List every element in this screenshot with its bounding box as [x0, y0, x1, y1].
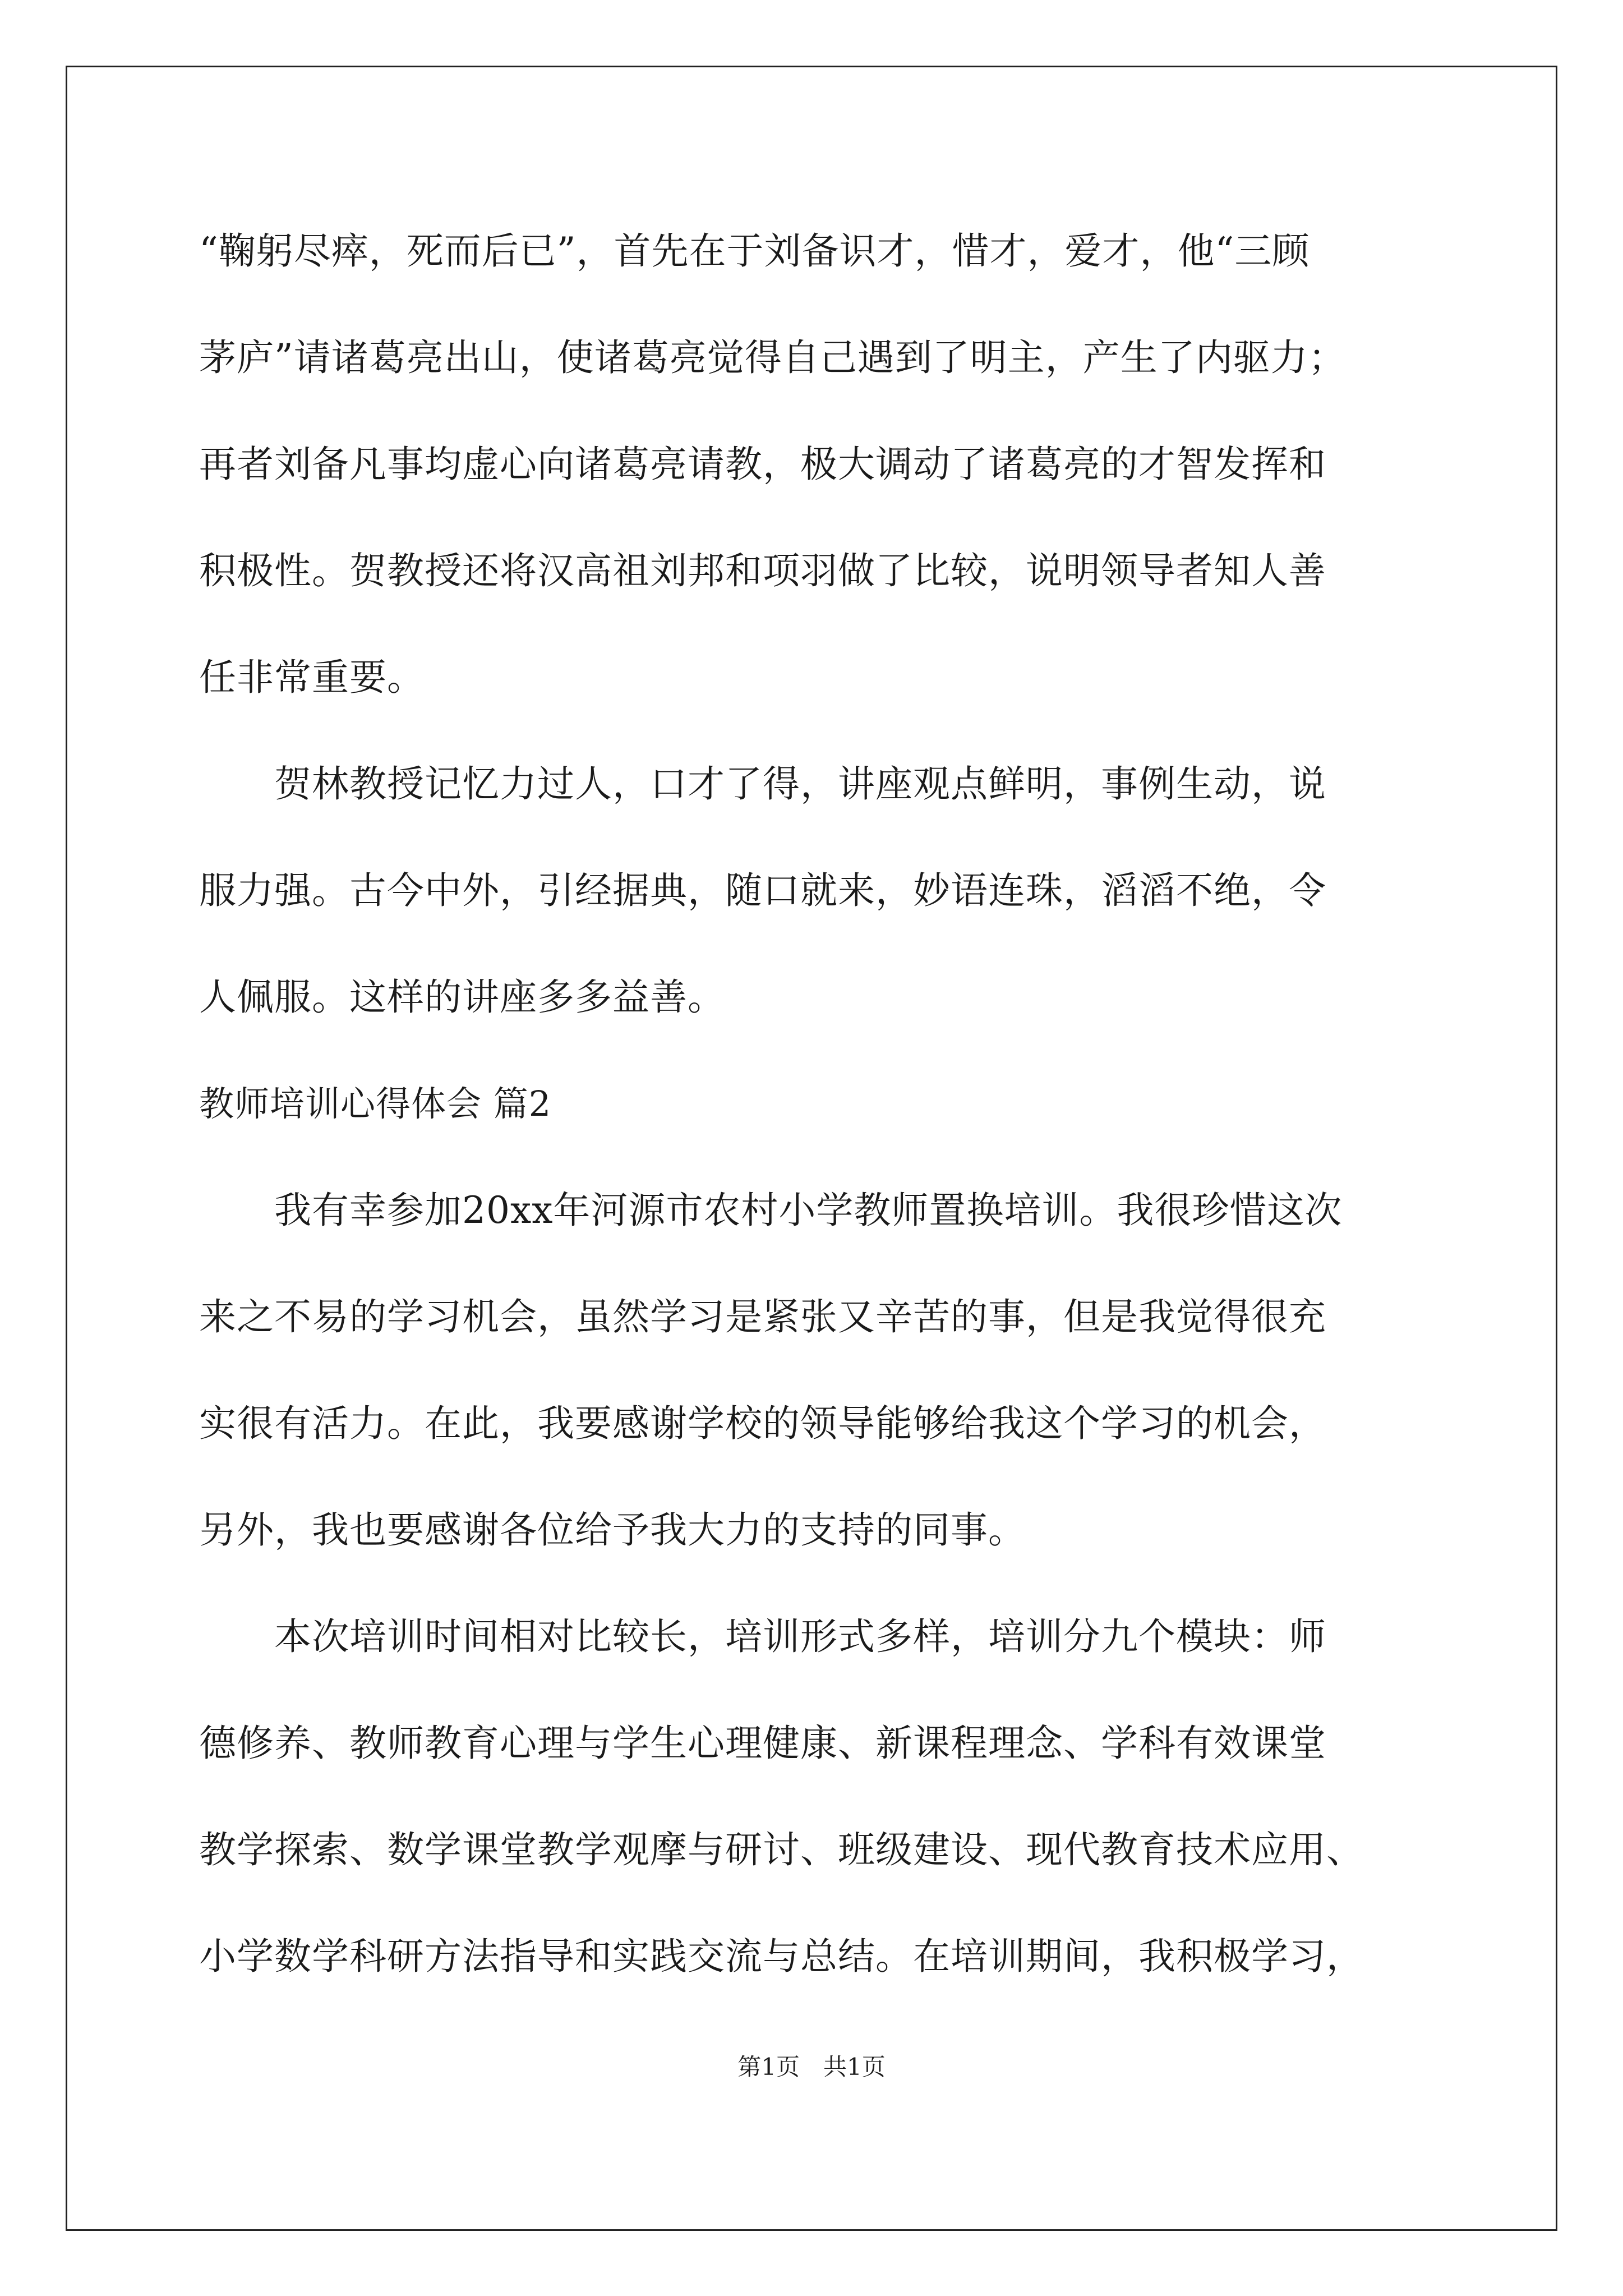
document-body [199, 218, 1433, 2030]
text-line: 人佩服。这样的讲座多多益善。 [199, 976, 725, 1019]
page-footer: 第1页 共1页 [737, 2053, 886, 2081]
text-line: 来之不易的学习机会，虽然学习是紧张又辛苦的事，但是我觉得很充 [199, 1295, 1326, 1338]
text-line: 德修养、教师教育心理与学生心理健康、新课程理念、学科有效课堂 [199, 1722, 1326, 1765]
text-line: 小学数学科研方法指导和实践交流与总结。在培训期间，我积极学习， [199, 1935, 1364, 1978]
text-line: 教学探索、数学课堂教学观摩与研讨、班级建设、现代教育技术应用、 [199, 1828, 1364, 1871]
text-line: 本次培训时间相对比较长，培训形式多样，培训分九个模块：师 [199, 1615, 1326, 1658]
text-line: 茅庐”请诸葛亮出山，使诸葛亮觉得自己遇到了明主，产生了内驱力； [199, 336, 1346, 379]
text-line: 任非常重要。 [199, 656, 425, 699]
text-line: 贺林教授记忆力过人，口才了得，讲座观点鲜明，事例生动，说 [199, 762, 1326, 806]
text-line: 服力强。古今中外，引经据典，随口就来，妙语连珠，滔滔不绝，令 [199, 869, 1326, 912]
section-heading: 教师培训心得体会 篇2 [199, 1083, 552, 1124]
text-line: 积极性。贺教授还将汉高祖刘邦和项羽做了比较，说明领导者知人善 [199, 549, 1326, 592]
text-line: 实很有活力。在此，我要感谢学校的领导能够给我这个学习的机会， [199, 1402, 1326, 1445]
text-line: 另外，我也要感谢各位给予我大力的支持的同事。 [199, 1508, 1026, 1552]
text-line: “鞠躬尽瘁，死而后已”，首先在于刘备识才，惜才，爱才，他“三顾 [199, 229, 1310, 273]
text-line: 再者刘备凡事均虚心向诸葛亮请教，极大调动了诸葛亮的才智发挥和 [199, 443, 1326, 486]
text-line: 我有幸参加20xx年河源市农村小学教师置换培训。我很珍惜这次 [199, 1189, 1343, 1232]
